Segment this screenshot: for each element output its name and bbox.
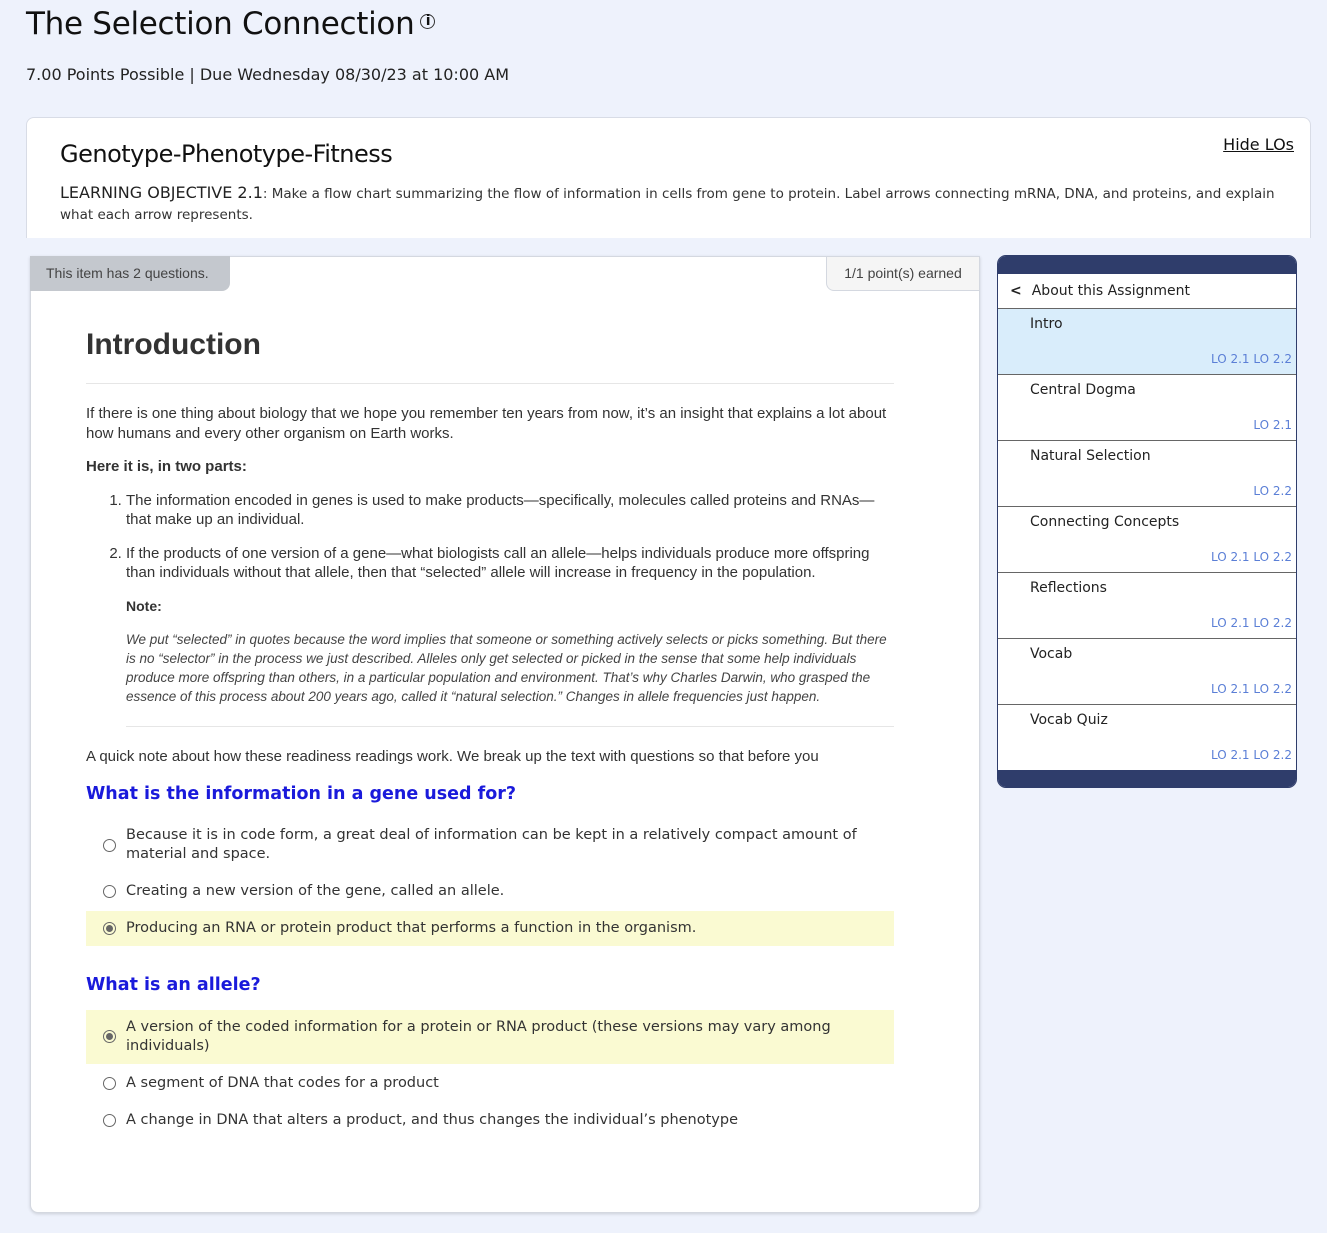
learning-objectives-card <box>26 117 1311 238</box>
radio-selected-icon[interactable] <box>103 1030 116 1043</box>
reading-content <box>86 327 894 1140</box>
nav-item-los: LO 2.1 LO 2.2 <box>1210 550 1292 564</box>
nav-footer-bar <box>998 770 1296 787</box>
info-icon[interactable]: i <box>420 14 435 29</box>
nav-item-label: Intro <box>1030 316 1063 332</box>
reading-panel <box>30 256 980 1213</box>
nav-header-bar <box>998 256 1296 274</box>
about-assignment-link[interactable] <box>998 274 1296 309</box>
assignment-nav <box>997 255 1297 788</box>
nav-item[interactable] <box>998 573 1296 639</box>
answer-option[interactable] <box>86 1103 894 1138</box>
nav-item[interactable] <box>998 441 1296 507</box>
quick-note: A quick note about how these readiness readings work. We break up the text with questions so that before you <box>86 748 819 765</box>
answer-text: A segment of DNA that codes for a product <box>126 1074 439 1091</box>
answer-text: Creating a new version of the gene, called an allele. <box>126 883 505 899</box>
answer-text: A version of the coded information for a protein or RNA product (these versions may vary among individuals) <box>126 1018 831 1054</box>
answer-option[interactable] <box>86 911 894 946</box>
answer-option[interactable] <box>86 1066 894 1101</box>
about-label: About this Assignment <box>1031 283 1190 299</box>
list-item: 2. If the products of one version of a gene—what biologists call an allele—helps individuals produce more offspring than individuals without that allele, then that “selected” allele will increase in frequency in the population. <box>126 544 894 583</box>
nav-items <box>998 309 1296 771</box>
note-text: We put “selected” in quotes because the word implies that someone or something actively selects or picks something. But there is no “selector” in the process we just described. Alleles only get selected or picked in the sense that some help individuals produce more offspring than others, in a particular population and environment. That’s why Charles Darwin, who grasped the essence of this process about 200 years ago, called it “natural selection.” Changes in allele frequencies just happen. <box>126 630 894 727</box>
nav-item-los: LO 2.1 LO 2.2 <box>1210 748 1292 762</box>
answer-text: Producing an RNA or protein product that performs a function in the organism. <box>126 920 697 936</box>
question-prompt: What is the information in a gene used for? <box>86 783 517 804</box>
nav-item[interactable] <box>998 705 1296 771</box>
questions <box>86 785 894 1138</box>
nav-item-label: Natural Selection <box>1030 448 1151 464</box>
nav-item-label: Vocab <box>1030 646 1073 662</box>
answer-option[interactable] <box>86 818 894 872</box>
nav-item-los: LO 2.1 <box>1253 418 1292 432</box>
radio-icon[interactable] <box>103 885 116 898</box>
nav-item-label: Reflections <box>1030 580 1107 596</box>
question-prompt: What is an allele? <box>86 975 261 995</box>
note-block <box>86 597 894 728</box>
nav-item[interactable] <box>998 309 1296 375</box>
points-earned-badge: 1/1 point(s) earned <box>826 256 980 291</box>
radio-selected-icon[interactable] <box>103 922 116 935</box>
nav-item-los: LO 2.1 LO 2.2 <box>1210 616 1292 630</box>
nav-item[interactable] <box>998 639 1296 705</box>
answer-option[interactable] <box>86 874 894 909</box>
intro-paragraph: If there is one thing about biology that we hope you remember ten years from now, it’s an insight that explains a lot about how humans and every other organism on Earth works. <box>86 405 887 442</box>
radio-icon[interactable] <box>103 839 116 852</box>
hide-los-link[interactable]: Hide LOs <box>1223 135 1294 154</box>
nav-item-label: Central Dogma <box>1030 382 1136 398</box>
section-heading: Introduction <box>86 327 894 384</box>
item-count-badge: This item has 2 questions. <box>30 256 230 291</box>
points-due-info: 7.00 Points Possible | Due Wednesday 08/30/23 at 10:00 AM <box>26 65 510 84</box>
note-label: Note: <box>126 597 162 614</box>
nav-item-label: Connecting Concepts <box>1030 514 1180 530</box>
parts-label <box>86 457 894 477</box>
title-text: The Selection Connection <box>26 6 415 42</box>
nav-item[interactable] <box>998 507 1296 573</box>
nav-item-los: LO 2.2 <box>1253 484 1292 498</box>
nav-item[interactable] <box>998 375 1296 441</box>
objective-text: : Make a flow chart summarizing the flow of information in cells from gene to protein. Label arrows connecting mRNA, DNA, and proteins, and explain what each arrow represents. <box>60 186 1275 223</box>
parts-label-text: Here it is, in two parts: <box>86 458 247 475</box>
nav-item-label: Vocab Quiz <box>1030 712 1108 728</box>
radio-icon[interactable] <box>103 1114 116 1127</box>
learning-objective <box>60 182 1280 226</box>
answer-text: A change in DNA that alters a product, and thus changes the individual’s phenotype <box>126 1111 739 1128</box>
nav-item-los: LO 2.1 LO 2.2 <box>1210 352 1292 366</box>
answer-option[interactable] <box>86 1010 894 1064</box>
parts-list <box>126 491 894 583</box>
list-item: 1. The information encoded in genes is used to make products—specifically, molecules called proteins and RNAs—that make up an individual. <box>126 491 894 530</box>
objective-label: LEARNING OBJECTIVE 2.1 <box>60 183 263 202</box>
page-title <box>26 6 435 42</box>
answer-text: Because it is in code form, a great deal of information can be kept in a relatively compact amount of material and space. <box>126 827 857 862</box>
chevron-left-icon: < <box>1010 283 1022 299</box>
lo-title: Genotype-Phenotype-Fitness <box>60 140 393 168</box>
radio-icon[interactable] <box>103 1077 116 1090</box>
nav-item-los: LO 2.1 LO 2.2 <box>1210 682 1292 696</box>
